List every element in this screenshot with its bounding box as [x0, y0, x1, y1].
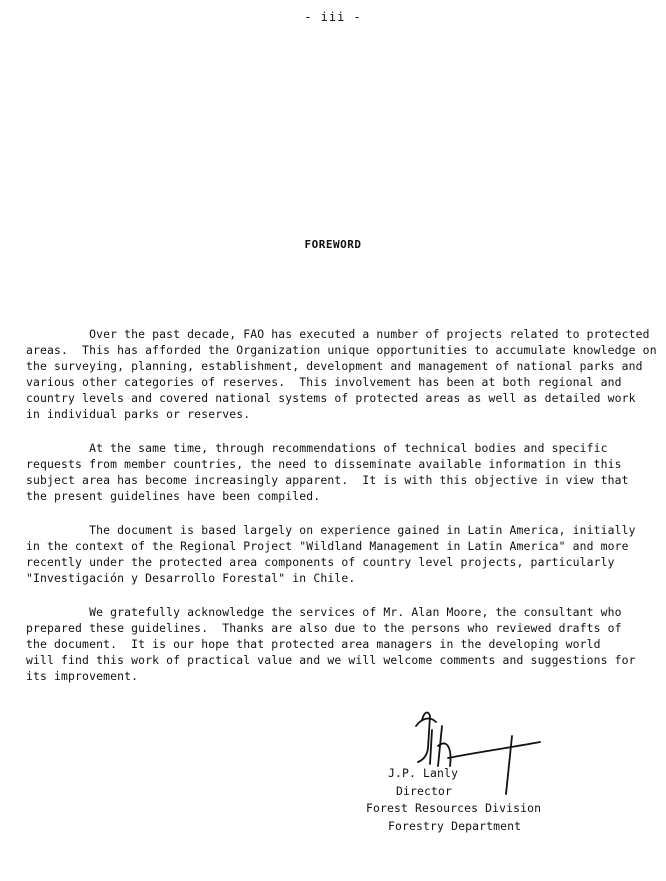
paragraph-2: [26, 440, 652, 504]
paragraph-1: [26, 326, 657, 422]
paragraph-line: its improvement.: [26, 669, 139, 683]
foreword-body: [26, 326, 657, 702]
paragraph-line: in individual parks or reserves.: [26, 407, 251, 421]
signature-block: [360, 765, 550, 835]
paragraph-line: Over the past decade, FAO has executed a number of projects related to protected: [26, 327, 650, 341]
paragraph-4: [26, 604, 652, 684]
paragraph-line: recently under the protected area components of country level projects, particularly: [26, 555, 615, 569]
paragraph-line: areas. This has afforded the Organization unique opportunities to accumulate knowledge on: [26, 343, 657, 357]
signatory-title: Director: [396, 783, 453, 798]
paragraph-line: The document is based largely on experience gained in Latin America, initially: [26, 523, 636, 537]
paragraph-line: At the same time, through recommendations of technical bodies and specific: [26, 441, 608, 455]
paragraph-3: [26, 522, 652, 586]
paragraph-line: in the context of the Regional Project "Wildland Management in Latin America" and more: [26, 539, 629, 553]
paragraph-line: the document. It is our hope that protected area managers in the developing world: [26, 637, 601, 651]
page-title: FOREWORD: [304, 238, 362, 251]
paragraph-line: the present guidelines have been compiled.: [26, 489, 321, 503]
signatory-department: Forestry Department: [388, 818, 522, 833]
paragraph-line: subject area has become increasingly apparent. It is with this objective in view that: [26, 473, 629, 487]
paragraph-line: various other categories of reserves. This involvement has been at both regional and: [26, 375, 622, 389]
page-number: - iii -: [304, 10, 362, 24]
paragraph-line: We gratefully acknowledge the services of Mr. Alan Moore, the consultant who: [26, 605, 622, 619]
paragraph-line: will find this work of practical value and we will welcome comments and suggestions for: [26, 653, 636, 667]
paragraph-line: country levels and covered national systems of protected areas as well as detailed work: [26, 391, 636, 405]
signatory-division: Forest Resources Division: [366, 801, 542, 815]
paragraph-line: prepared these guidelines. Thanks are also due to the persons who reviewed drafts of: [26, 621, 622, 635]
paragraph-line: requests from member countries, the need to disseminate available information in this: [26, 457, 622, 471]
paragraph-line: the surveying, planning, establishment, development and management of national parks and: [26, 359, 643, 373]
signatory-name: J.P. Lanly: [388, 766, 459, 780]
paragraph-line: "Investigación y Desarrollo Forestal" in Chile.: [26, 571, 356, 585]
